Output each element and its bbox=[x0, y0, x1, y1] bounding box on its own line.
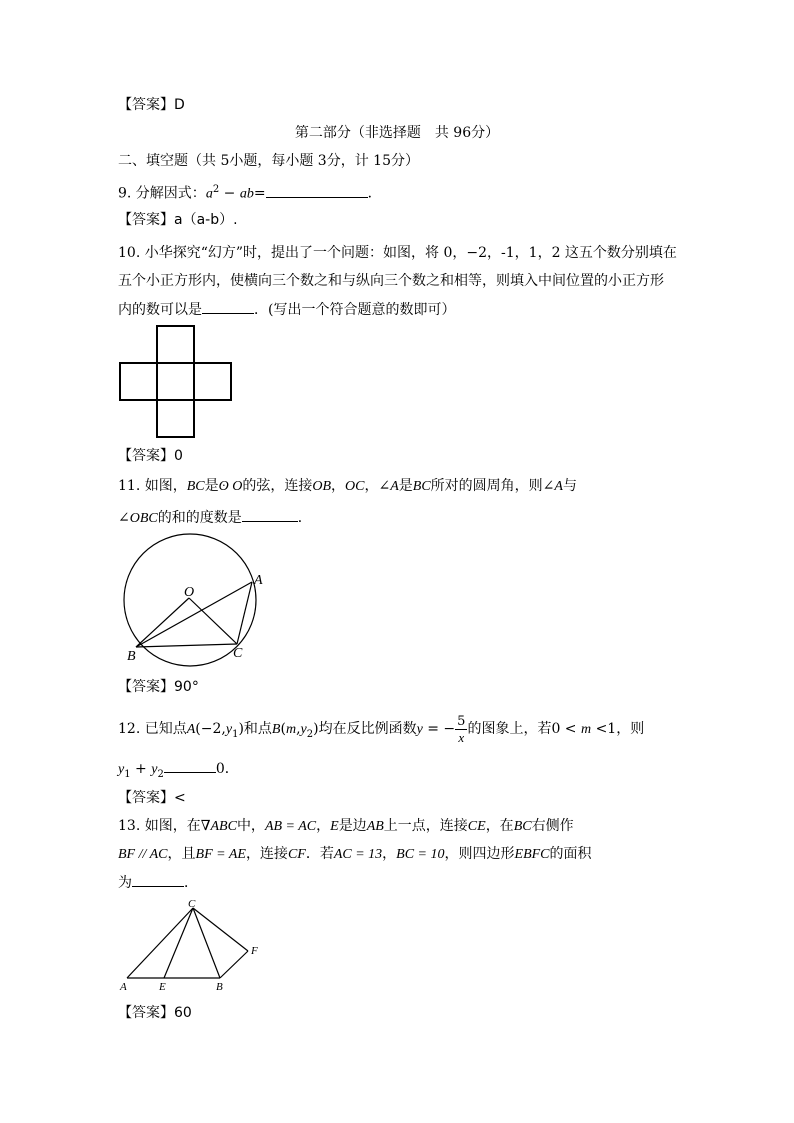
q13-blank bbox=[132, 872, 184, 887]
segment-oc bbox=[189, 598, 237, 644]
q8-answer: 【答案】D bbox=[118, 97, 185, 113]
label-c: C bbox=[188, 898, 196, 910]
q11-answer: 【答案】90° bbox=[118, 679, 199, 695]
label-b: B bbox=[127, 649, 136, 664]
q13-line1: 13. 如图，在∇ABC中，AB = AC，E是边AB上一点，连接CE，在BC右侧作 bbox=[118, 818, 574, 834]
label-f: F bbox=[251, 945, 258, 957]
q10-line1: 10. 小华探究“幻方”时，提出了一个问题：如图，将 0，−2，-1，1，2 这五个数分别填在 bbox=[118, 245, 677, 261]
q13-line2: BF // AC，且BF = AE，连接CF．若AC = 13，BC = 10，则四边形EBFC的面积 bbox=[118, 846, 592, 862]
label-c: C bbox=[233, 646, 243, 661]
q12-line1: 12. 已知点$A(-2,y_1)$和点$B(m,y_2)$均在反比例函数y = − $\frac{5}{x}$ 的图象上，若0 < m <1，则 bbox=[118, 713, 645, 745]
q12-blank bbox=[164, 758, 216, 773]
triangle-figure bbox=[115, 896, 275, 996]
segment-bf bbox=[220, 951, 248, 978]
label-o: O bbox=[184, 585, 195, 600]
part2-heading: 第二部分（非选择题 共 96分） bbox=[294, 125, 500, 141]
label-e: E bbox=[159, 981, 166, 993]
q12-answer: 【答案】< bbox=[118, 790, 186, 806]
segment-ac bbox=[237, 582, 252, 644]
label-b: B bbox=[216, 981, 223, 993]
q9-blank bbox=[266, 183, 368, 198]
segment-ac bbox=[127, 908, 193, 978]
square-left bbox=[120, 363, 157, 400]
q11-blank bbox=[242, 507, 298, 522]
label-a: A bbox=[254, 573, 263, 588]
label-a: A bbox=[120, 981, 127, 993]
cross-squares-figure bbox=[118, 324, 236, 440]
square-right bbox=[194, 363, 231, 400]
q11-line1: 11. 如图，BC是ʘ O的弦，连接OB，OC，∠A是BC所对的圆周角，则∠A与 bbox=[118, 478, 577, 494]
q10-line3: 内的数可以是 ．(写出一个符合题意的数即可） bbox=[118, 299, 455, 320]
q10-line2: 五个小正方形内，使横向三个数之和与纵向三个数之和相等，则填入中间位置的小正方形 bbox=[118, 273, 664, 289]
square-center bbox=[157, 363, 194, 400]
q10-blank bbox=[202, 299, 254, 314]
section2-heading: 二、填空题（共 5小题，每小题 3分，计 15分） bbox=[118, 153, 419, 169]
chord-bc bbox=[136, 644, 237, 647]
square-top bbox=[157, 326, 194, 363]
q13-line3: 为 ． bbox=[118, 872, 198, 893]
q13-answer: 【答案】60 bbox=[118, 1005, 192, 1021]
q9-answer: 【答案】a（a-b）. bbox=[118, 212, 238, 228]
segment-ce bbox=[164, 908, 193, 978]
fraction-5-over-x: $\frac{5}{x}$ bbox=[457, 713, 466, 745]
q11-line2: ∠OBC的和的度数是 ． bbox=[118, 507, 312, 529]
q10-answer: 【答案】0 bbox=[118, 448, 183, 464]
q9-question: 9. 分解因式：$a^2 - ab=$ ． bbox=[118, 184, 382, 202]
square-bottom bbox=[157, 400, 194, 437]
segment-ob bbox=[136, 598, 189, 647]
circle-figure bbox=[115, 530, 275, 670]
q12-line2: $y_1 + y_2$ 0． bbox=[118, 758, 239, 785]
